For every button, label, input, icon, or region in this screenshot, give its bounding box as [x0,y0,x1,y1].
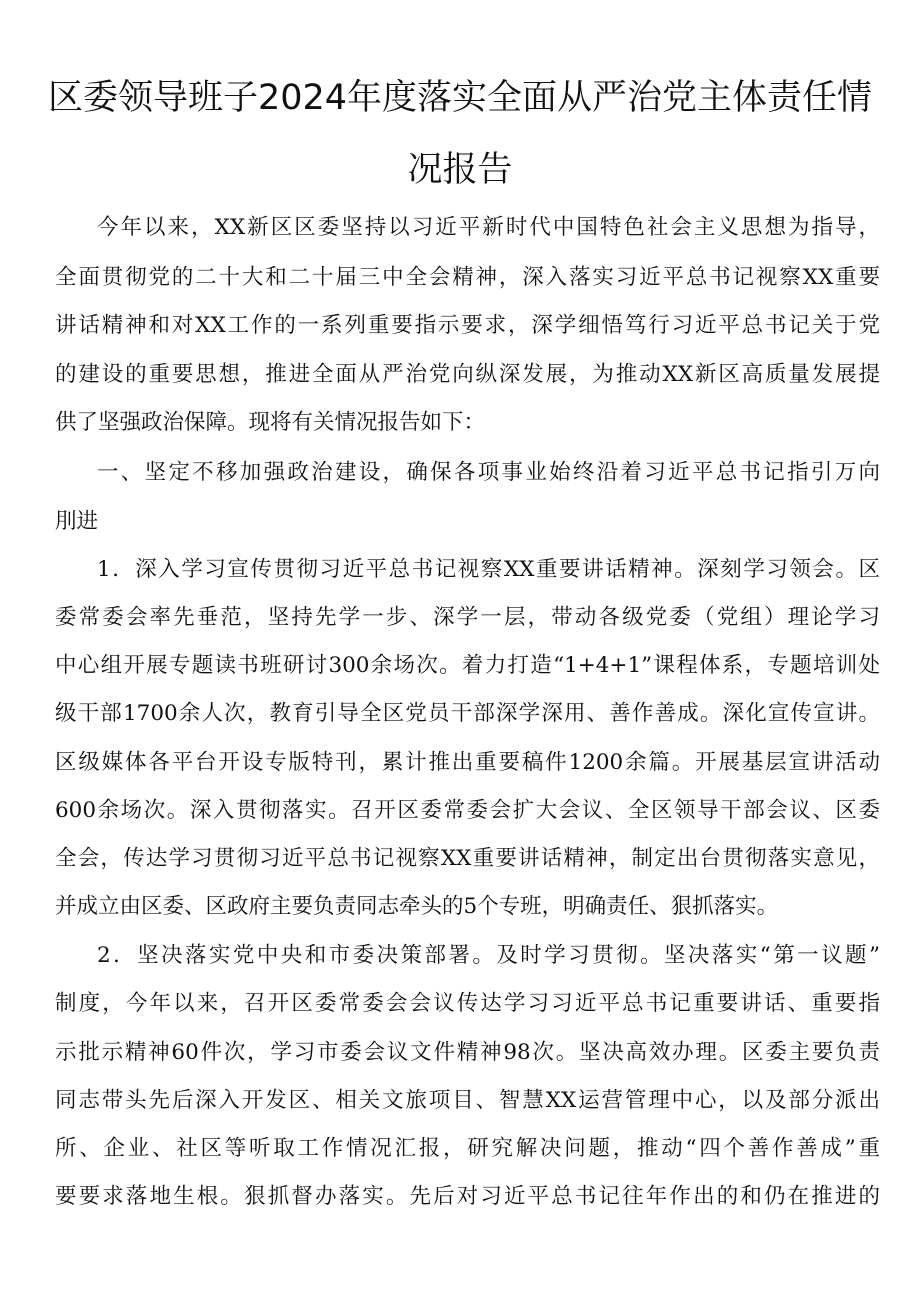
text-line: 刖进 [55,509,99,534]
text-line: 今年以来，XX新区区委坚持以习近平新时代中国特色社会主义思想为指导， [97,215,880,240]
text-line: 级干部1700余人次，教育引导全区党员干部深学深用、善作善成。深化宣传宣讲。 [55,701,880,726]
text-line: 制度，今年以来，召开区委常委会会议传达学习习近平总书记重要讲话、重要指 [55,991,880,1016]
document-title-line-2: 况报告 [407,150,513,190]
text-line: 中心组开展专题读书班研讨300余场次。着力打造“1+4+1”课程体系，专题培训处 [55,653,880,678]
text-line: 区级媒体各平台开设专版特刊，累计推出重要稿件1200余篇。开展基层宣讲活动 [55,750,880,775]
text-line: 全面贯彻党的二十大和二十届三中全会精神，深入落实习近平总书记视察XX重要 [55,265,880,290]
text-line: 所、企业、社区等听取工作情况汇报，研究解决问题，推动“四个善作善成”重 [55,1136,880,1161]
text-line: 一、坚定不移加强政治建设，确保各项事业始终沿着习近平总书记指引万向 [97,460,880,485]
text-line: 委常委会率先垂范，坚持先学一步、深学一层，带动各级党委（党组）理论学习 [55,605,880,630]
document-title-line-1: 区委领导班子2024年度落实全面从严治党主体责任情 [47,78,873,118]
text-line: 1．深入学习宣传贯彻习近平总书记视察XX重要讲话精神。深刻学习领会。区 [97,557,880,582]
text-line: 600余场次。深入贯彻落实。召开区委常委会扩大会议、全区领导干部会议、区委 [55,798,880,823]
text-line: 示批示精神60件次，学习市委会议文件精神98次。坚决高效办理。区委主要负责 [55,1040,880,1065]
text-line: 2．坚决落实党中央和市委决策部署。及时学习贯彻。坚决落实“第一议题” [97,943,880,968]
text-line: 全会，传达学习贯彻习近平总书记视察XX重要讲话精神，制定出台贯彻落实意见， [55,846,880,871]
text-line: 要要求落地生根。狠抓督办落实。先后对习近平总书记往年作出的和仍在推进的 [55,1184,880,1209]
text-line: 的建设的重要思想，推进全面从严治党向纵深发展，为推动XX新区高质量发展提 [55,362,880,387]
text-line: 供了坚强政治保障。现将有关情况报告如下： [55,410,486,435]
text-line: 同志带头先后深入开发区、相关文旅项目、智慧XX运营管理中心，以及部分派出 [55,1088,880,1113]
text-line: 并成立由区委、区政府主要负责同志牵头的5个专班，明确责任、狠抓落实。 [55,894,779,919]
text-line: 讲话精神和对XX工作的一系列重要指示要求，深学细悟笃行习近平总书记关于党 [55,313,880,338]
